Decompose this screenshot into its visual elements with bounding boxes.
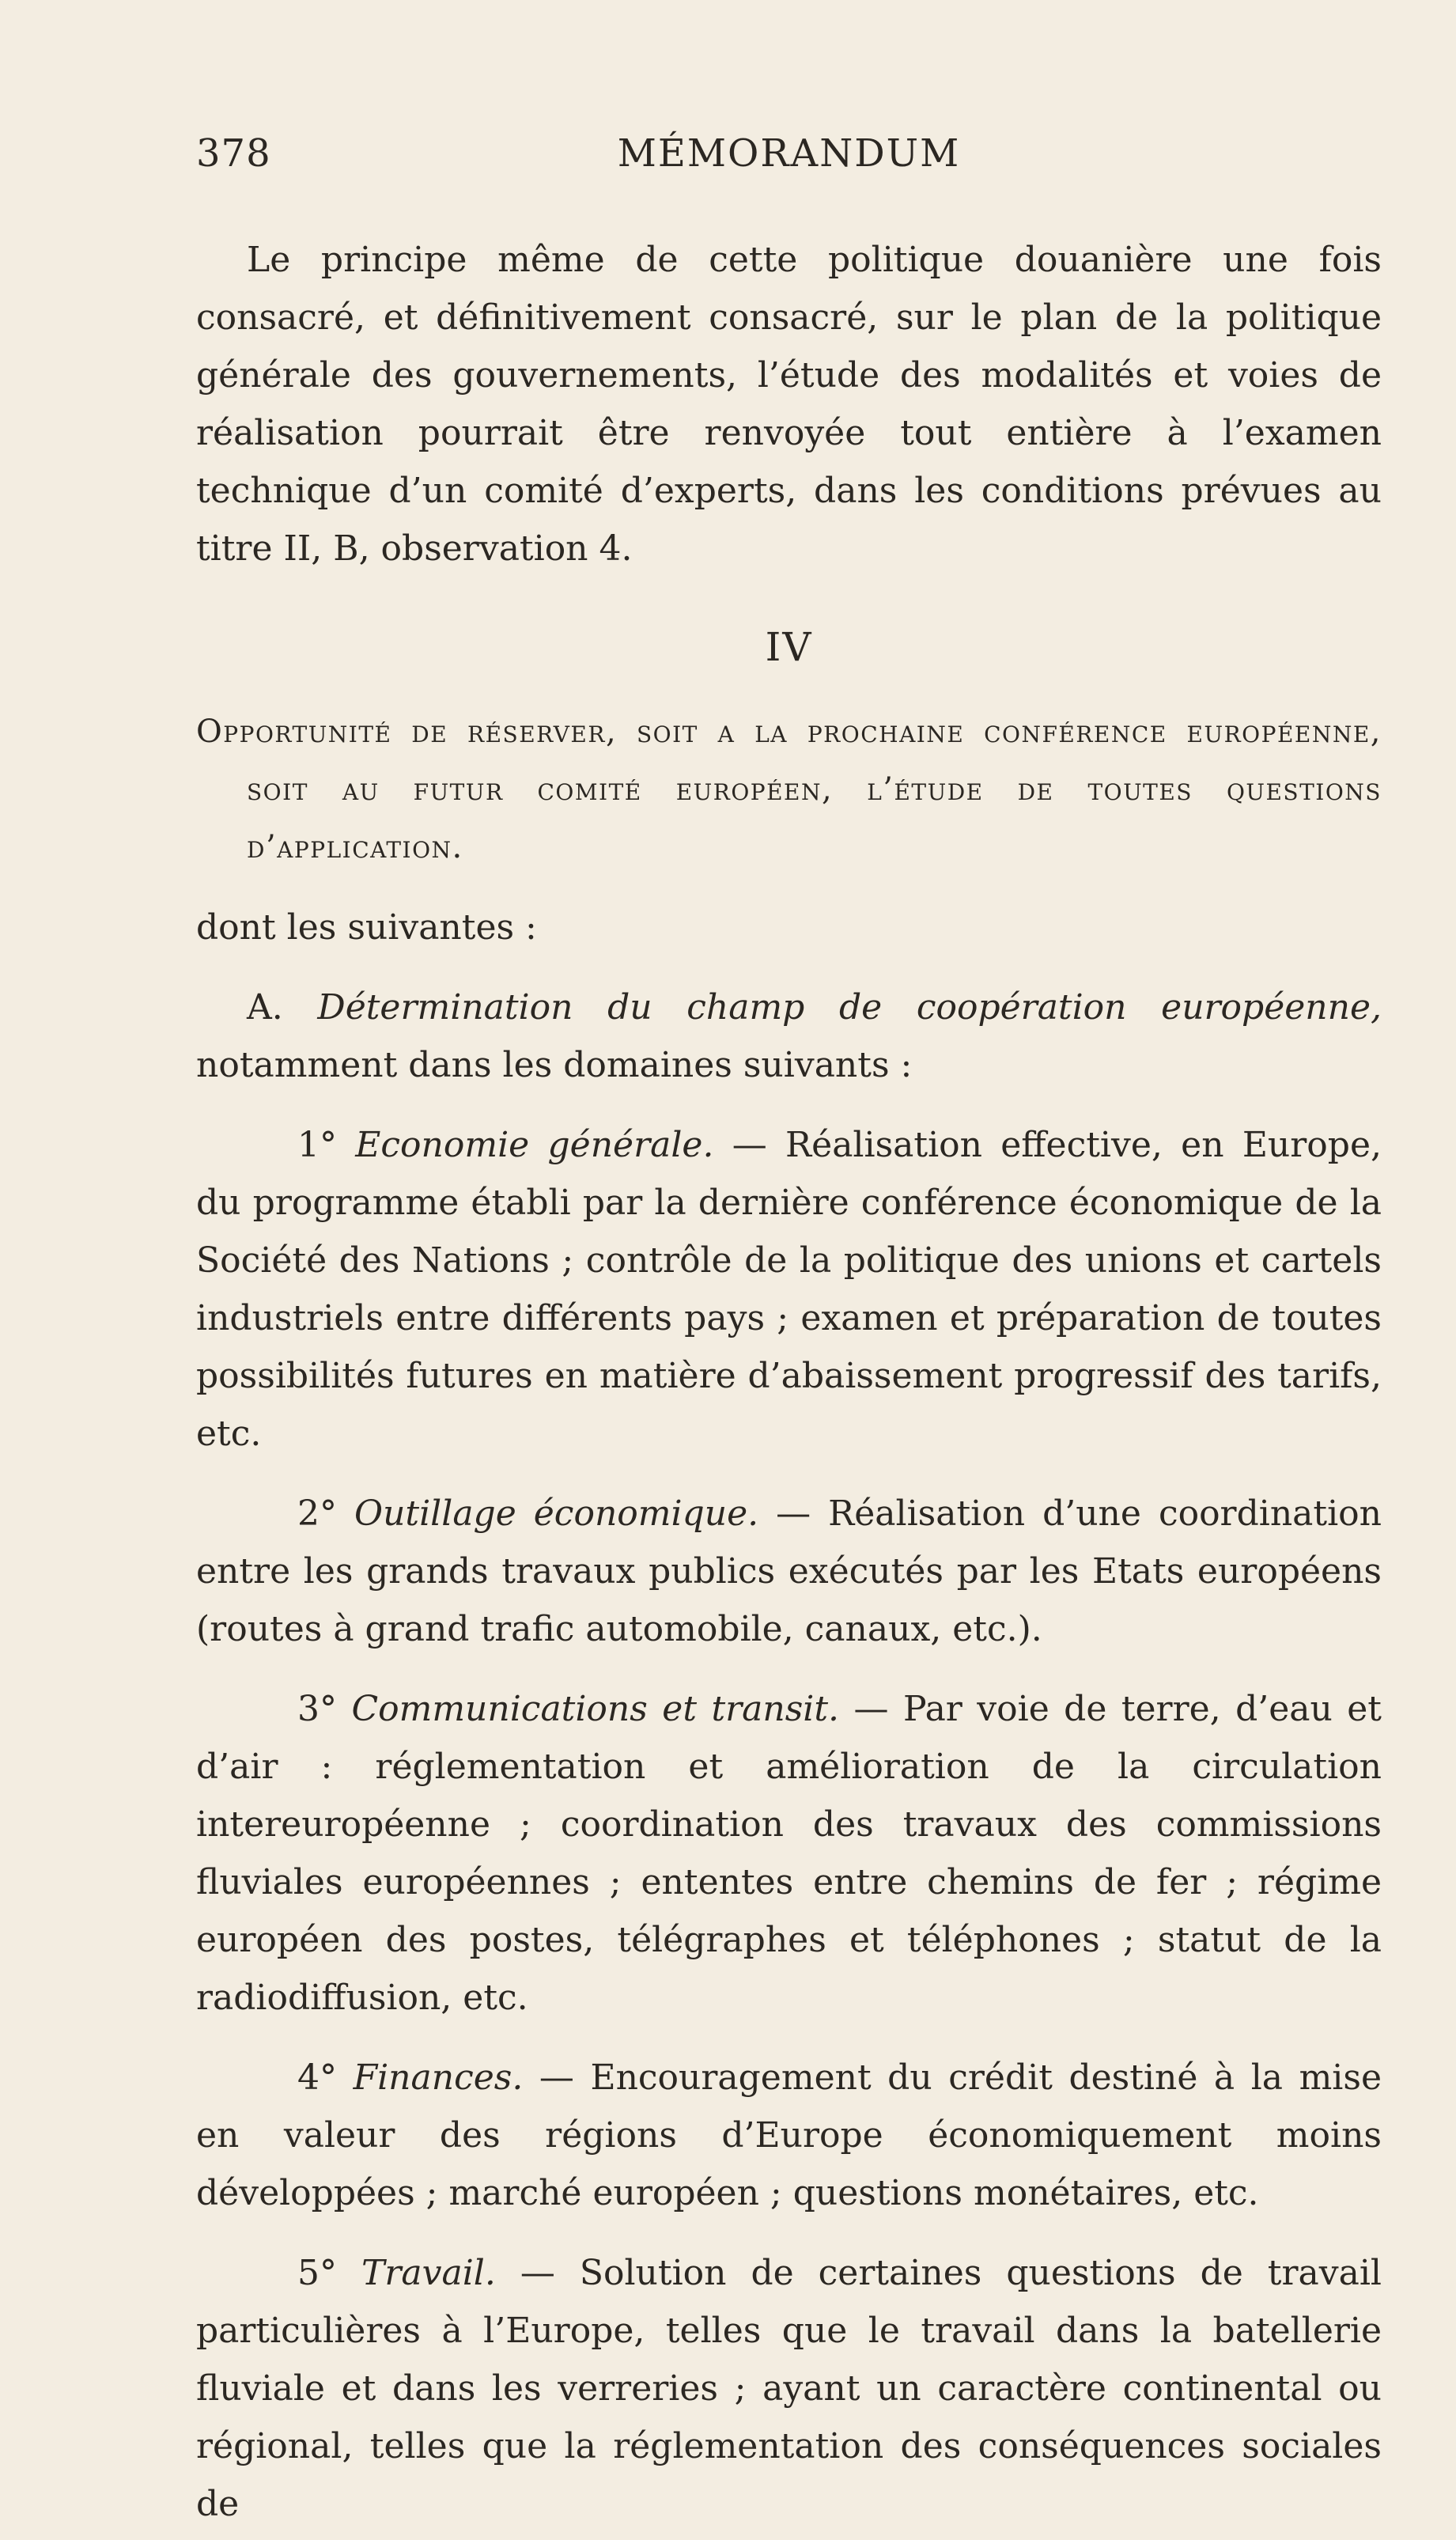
lead-in-text: dont les suivantes : (196, 907, 537, 948)
item-text: — Par voie de terre, d’eau et d’air : réglementation et amélioration de la circulation intereuropéenne ; coordination des travaux des commissions fluviales européennes ; ententes entre chemins de fer ; régime européen des postes, télégraphes et téléphones ; statut de la radiodiffusion, etc. (196, 1689, 1382, 2018)
page-header (196, 127, 1382, 198)
item-number: 4° (297, 2057, 337, 2098)
section-number: IV (765, 624, 813, 670)
page-number: 378 (196, 131, 271, 176)
point-a-title: Détermination du champ de coopération européenne, (317, 987, 1382, 1028)
item-paragraph-5 (196, 2244, 1382, 2533)
item-paragraph-3 (196, 1680, 1382, 2027)
item-title: Economie générale. (355, 1125, 714, 1165)
section-title: Opportunité de réserver, soit a la prochaine conférence européenne, soit au futur comité européen, l’étude de toutes questions d’application. (196, 714, 1382, 865)
point-a-text: notamment dans les domaines suivants : (196, 1045, 913, 1085)
item-number: 3° (297, 1689, 337, 1729)
item-text: — Solution de certaines questions de travail particulières à l’Europe, telles que le travail dans la batellerie fluviale et dans les verreries ; ayant un caractère continental ou régional, telles que la réglementation des conséquences sociales de (196, 2253, 1382, 2524)
item-title: Outillage économique. (354, 1493, 759, 1534)
item-paragraph-4 (196, 2049, 1382, 2222)
item-title: Communications et transit. (351, 1689, 840, 1729)
body-text (196, 231, 1382, 2533)
point-a-paragraph (196, 979, 1382, 1094)
point-a-label: A. (247, 987, 283, 1028)
item-number: 1° (297, 1125, 337, 1165)
running-title: MÉMORANDUM (617, 131, 961, 176)
item-paragraph-1 (196, 1116, 1382, 1463)
item-paragraph-2 (196, 1485, 1382, 1658)
intro-paragraph: Le principe même de cette politique douanière une fois consacré, et définitivement consacré, sur le plan de la politique générale des gouvernements, l’étude des modalités et voies de réalisation pourrait être renvoyée tout entière à l’examen technique d’un comité d’experts, dans les conditions prévues au titre II, B, observation 4. (196, 240, 1382, 569)
item-title: Finances. (353, 2057, 524, 2098)
item-text: — Encouragement du crédit destiné à la mise en valeur des régions d’Europe économiquement moins développées ; marché européen ; questions monétaires, etc. (196, 2057, 1382, 2213)
item-text: — Réalisation d’une coordination entre les grands travaux publics exécutés par les Etats européens (routes à grand trafic automobile, canaux, etc.). (196, 1493, 1382, 1649)
item-text: — Réalisation effective, en Europe, du programme établi par la dernière conférence économique de la Société des Nations ; contrôle de la politique des unions et cartels industriels entre différents pays ; examen et préparation de toutes possibilités futures en matière d’abaissement progressif des tarifs, etc. (196, 1125, 1382, 1454)
item-number: 5° (297, 2253, 337, 2293)
item-title: Travail. (361, 2253, 496, 2293)
item-number: 2° (297, 1493, 337, 1534)
